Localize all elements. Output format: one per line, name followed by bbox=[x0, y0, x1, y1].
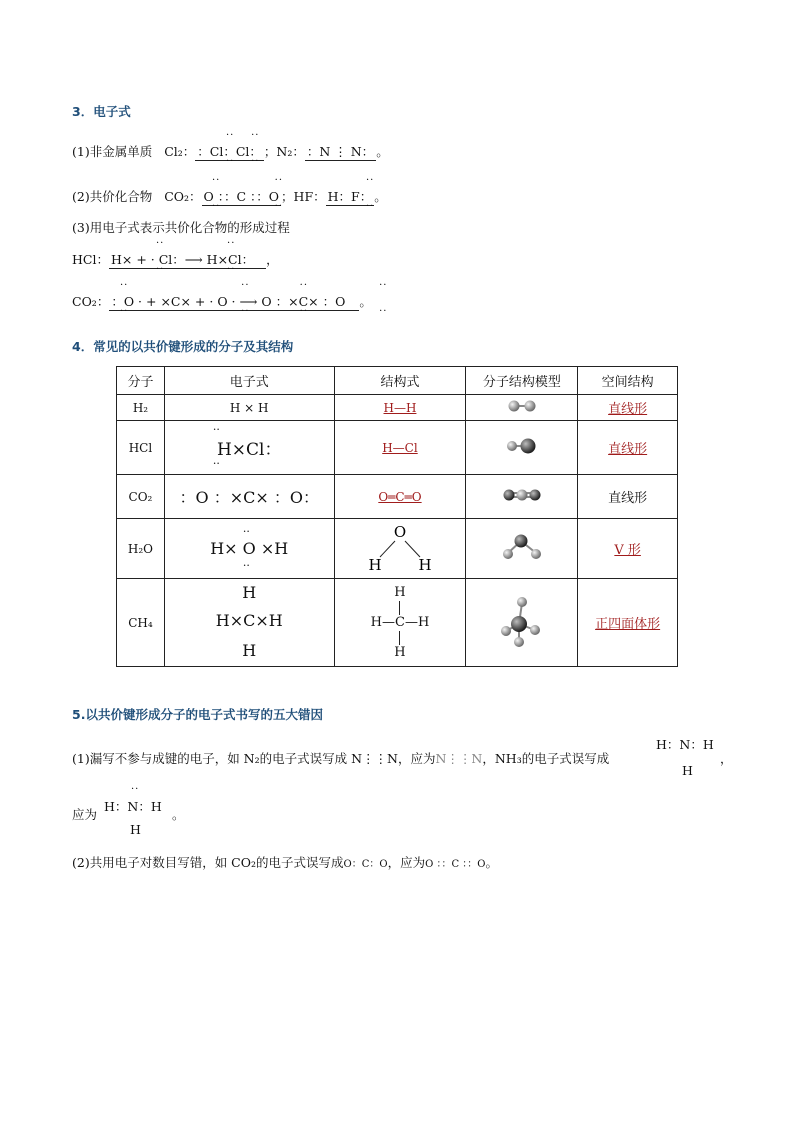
co2-prefix: CO₂： bbox=[72, 294, 110, 309]
cell-electron: H × H bbox=[164, 395, 334, 421]
error-1-end: 。 bbox=[172, 807, 185, 822]
n2-correct: N⋮⋮N bbox=[435, 751, 483, 766]
n2-electron-formula: ：N ⋮ N： bbox=[306, 144, 375, 159]
cell-structure: H—H bbox=[334, 395, 466, 421]
cell-molecule: H₂O bbox=[117, 519, 165, 579]
hcl-prefix: HCl： bbox=[72, 252, 109, 267]
cell-model bbox=[466, 579, 578, 667]
cell-shape: 正四面体形 bbox=[578, 579, 678, 667]
svg-text:O: O bbox=[393, 522, 407, 541]
error-2-text-a: (2)共用电子对数目写错，如 CO₂的电子式误写成 bbox=[72, 855, 344, 870]
ch4-ball-model-icon bbox=[497, 591, 547, 651]
n2-label: ；N₂： bbox=[263, 144, 305, 159]
error-1-text-a: (1)漏写不参与成键的电子，如 N₂的电子式误写成 N⋮⋮N，应为 bbox=[72, 751, 436, 766]
error-1-answer-label: 应为 bbox=[72, 807, 98, 822]
ch4-structure-top: H bbox=[394, 584, 406, 600]
hf-dots-bottom: ·· bbox=[366, 201, 375, 212]
header-electron-formula: 电子式 bbox=[164, 367, 334, 395]
hf-electron-formula: H：F： bbox=[327, 189, 373, 204]
co2-process-dots-top: ·· ·· ·· ·· bbox=[120, 280, 388, 291]
cell-shape: 直线形 bbox=[578, 475, 678, 519]
cell-model bbox=[466, 519, 578, 579]
h2o-ball-model-icon bbox=[494, 529, 550, 565]
header-model: 分子结构模型 bbox=[466, 367, 578, 395]
item-2-end: 。 bbox=[374, 189, 387, 204]
table-row-ch4 bbox=[117, 579, 678, 667]
header-molecule: 分子 bbox=[117, 367, 165, 395]
co2-process-dots-bottom: ·· ·· ·· ·· bbox=[120, 306, 388, 317]
cell-shape: V 形 bbox=[578, 519, 678, 579]
hcl-end: ， bbox=[266, 252, 279, 267]
cell-structure: H—Cl bbox=[334, 421, 466, 475]
co2-ball-model-icon bbox=[497, 487, 547, 503]
svg-text:H: H bbox=[418, 555, 432, 574]
table-header-row bbox=[117, 367, 678, 395]
nh3-wrong-h: H bbox=[682, 763, 693, 778]
co2-electron-formula: O ：：C ：：O bbox=[203, 189, 280, 204]
error-2-line bbox=[72, 853, 498, 871]
cell-molecule: CH₄ bbox=[117, 579, 165, 667]
cell-electron: ：O ：×C× ：O： bbox=[164, 475, 334, 519]
cl2-electron-formula: ：Cl：Cl： bbox=[197, 144, 262, 159]
error-1-text-c: ，NH₃的电子式误写成 bbox=[482, 751, 610, 766]
cell-electron: ·· H× O ×H ·· bbox=[164, 519, 334, 579]
molecule-structure-table bbox=[116, 366, 678, 667]
cell-molecule: CO₂ bbox=[117, 475, 165, 519]
co2-formation-process: ：O · + ×C× + · O · ⟶ O ：×C× ：O bbox=[109, 292, 359, 311]
co2-wrong-formula: O：C：O bbox=[343, 859, 388, 870]
hcl-ball-model-icon bbox=[500, 436, 544, 456]
cl2-dots-bottom: ·· ·· bbox=[226, 156, 260, 167]
section-5-title: 5.以共价键形成分子的电子式书写的五大错因 bbox=[72, 707, 323, 722]
ch4-electron-formula: H×C×H bbox=[215, 610, 283, 630]
section-3-title: 3．电子式 bbox=[72, 104, 131, 119]
cell-molecule: HCl bbox=[117, 421, 165, 475]
cell-structure: O═C═O bbox=[334, 475, 466, 519]
hcl-electron-formula: H×Cl： bbox=[216, 439, 282, 460]
error-1-line bbox=[72, 749, 609, 767]
header-structural-formula: 结构式 bbox=[334, 367, 466, 395]
table-row-hcl bbox=[117, 421, 678, 475]
hcl-formation-process: H× + · Cl：⟶ H×Cl： bbox=[109, 250, 266, 269]
error-2-end: 。 bbox=[485, 855, 499, 870]
item-1-label: (1)非金属单质 bbox=[72, 144, 153, 159]
co2-dots-top: ·· ·· bbox=[212, 175, 284, 186]
cell-structure bbox=[334, 579, 466, 667]
nh3-correct-formula: H：N：H bbox=[104, 799, 162, 814]
cell-structure bbox=[334, 519, 466, 579]
co2-correct-formula: O ：：C ：：O bbox=[425, 859, 486, 870]
cell-model bbox=[466, 475, 578, 519]
ch4-electron-top: H bbox=[242, 582, 257, 602]
error-1-comma: ， bbox=[720, 751, 733, 766]
table-row-h2o bbox=[117, 519, 678, 579]
cell-shape: 直线形 bbox=[578, 421, 678, 475]
header-spatial-structure: 空间结构 bbox=[578, 367, 678, 395]
table-row-h2 bbox=[117, 395, 678, 421]
nh3-wrong-formula: H：N：H bbox=[656, 737, 714, 752]
hcl-dots-top: ·· ·· bbox=[156, 238, 236, 249]
item-2-label: (2)共价化合物 bbox=[72, 189, 153, 204]
cell-molecule: H₂ bbox=[117, 395, 165, 421]
item-1-end: 。 bbox=[376, 144, 389, 159]
cl2-label: Cl₂： bbox=[164, 144, 196, 159]
hcl-dots-bottom: ·· ·· bbox=[156, 264, 236, 275]
error-2-text-b: ，应为 bbox=[387, 855, 426, 870]
cl2-dots-top: ·· ·· bbox=[226, 130, 260, 141]
ch4-structure-formula: H—C—H bbox=[370, 614, 430, 630]
nh3-correct-h: H bbox=[130, 822, 141, 837]
h2o-structural-formula bbox=[355, 520, 445, 574]
h2o-electron-formula: H× O ×H bbox=[210, 538, 289, 558]
hf-label: ；HF： bbox=[281, 189, 326, 204]
co2-end: 。 bbox=[359, 294, 372, 309]
co2-label: CO₂： bbox=[164, 189, 202, 204]
ch4-structure-bottom: H bbox=[394, 644, 406, 660]
ch4-electron-bottom: H bbox=[242, 640, 257, 660]
cell-shape: 直线形 bbox=[578, 395, 678, 421]
cell-electron bbox=[164, 579, 334, 667]
table-row-co2 bbox=[117, 475, 678, 519]
cell-electron: ·· H×Cl： ·· bbox=[164, 421, 334, 475]
item-3-label: (3)用电子式表示共价化合物的形成过程 bbox=[72, 220, 290, 235]
cell-model bbox=[466, 395, 578, 421]
cell-model bbox=[466, 421, 578, 475]
co2-dots-bottom: ·· ·· bbox=[212, 201, 284, 212]
hf-dots-top: ·· bbox=[366, 175, 375, 186]
svg-text:H: H bbox=[368, 555, 382, 574]
h2-ball-model-icon bbox=[502, 398, 542, 414]
section-4-title: 4．常见的以共价键形成的分子及其结构 bbox=[72, 339, 294, 354]
